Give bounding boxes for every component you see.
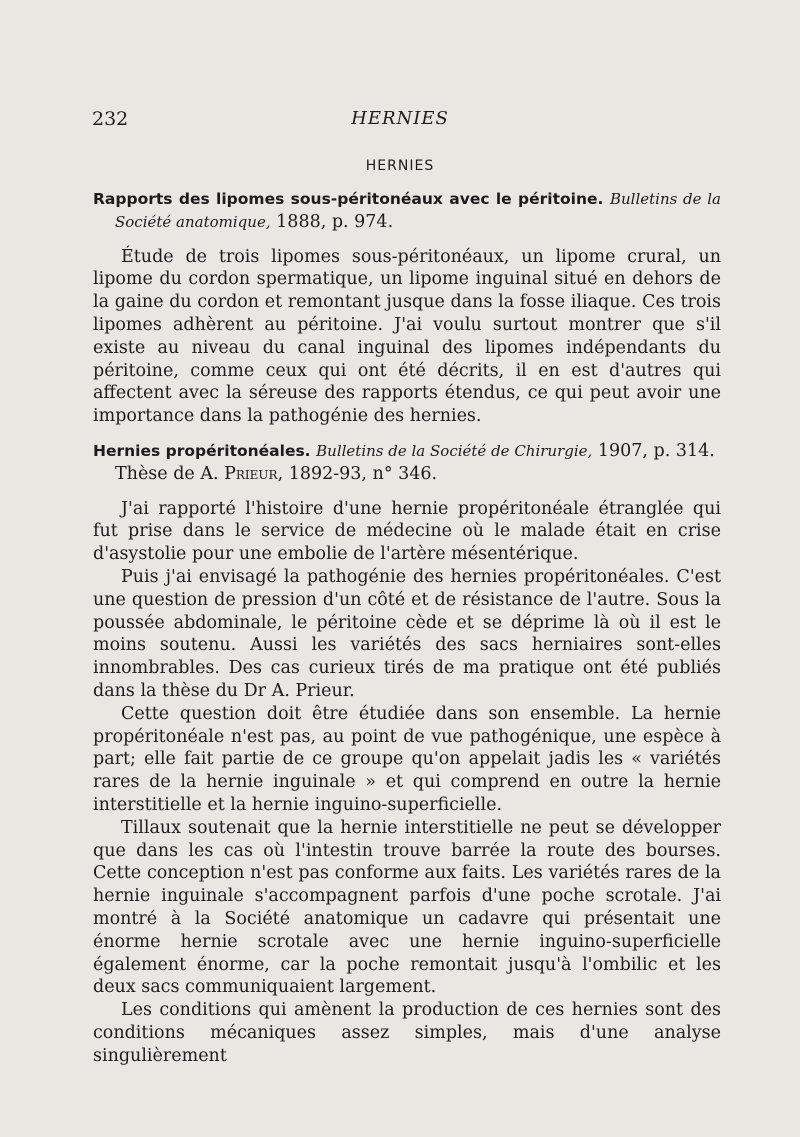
paragraph: J'ai rapporté l'histoire d'une hernie propéritonéale étranglée qui fut prise dans le service de médecine où le malade était en crise d'asystolie pour une embolie de l'artère mésentérique. <box>93 498 721 565</box>
section-heading: HERNIES <box>365 158 435 174</box>
journal-reference: Bulletins de la Société de Chirurgie, <box>316 441 593 460</box>
reference-details: 1888, p. 974. <box>276 211 394 232</box>
entry-citation <box>93 188 721 234</box>
running-head <box>0 108 800 132</box>
running-title: HERNIES <box>351 108 449 129</box>
paragraph: Étude de trois lipomes sous-péritonéaux, un lipome crural, un lipome du cordon spermatique, un lipome inguinal situé en dehors de la gaine du cordon et remontant jusque dans la fosse iliaque. Ces trois lipomes adhèrent au péritoine. J'ai voulu surtout montrer que s'il existe au niveau du canal inguinal des lipomes indépendants du péritoine, comme ceux qui ont été décrits, il en est d'autres qui affectent avec la séreuse des rapports étendus, ce qui peut avoir une importance dans la pathogénie des hernies. <box>93 246 721 427</box>
entry-title: Rapports des lipomes sous-péritonéaux avec le péritoine. <box>93 190 604 208</box>
entry-title: Hernies propéritonéales. <box>93 441 311 460</box>
thesis-prefix: Thèse de A. <box>115 463 219 484</box>
page-number: 232 <box>92 108 129 130</box>
paragraph: Tillaux soutenait que la hernie interstitielle ne peut se développer que dans les cas où l'intestin trouve barrée la route des bourses. Cette conception n'est pas conforme aux faits. Les variétés rares de la hernie inguinale s'accompagnent parfois d'une poche scrotale. J'ai montré à la Société anatomique un cadavre qui présentait une énorme hernie scrotale avec une hernie inguino-superficielle également énorme, car la poche remontait jusqu'à l'ombilic et les deux sacs communiquaient largement. <box>93 817 721 998</box>
paragraph: Puis j'ai envisagé la pathogénie des hernies propéritonéales. C'est une question de pression d'un côté et de résistance de l'autre. Sous la poussée abdominale, le péritoine cède et se déprime là où il est le moins soutenu. Aussi les variétés des sacs herniaires sont-elles innombrables. Des cas curieux tirés de ma pratique ont été publiés dans la thèse du Dr A. Prieur. <box>93 566 721 701</box>
thesis-details: , 1892-93, n° 346. <box>277 463 438 484</box>
thesis-author: Prieur <box>224 463 278 484</box>
entry-citation <box>93 440 721 486</box>
reference-details: 1907, p. 314. <box>597 440 715 461</box>
paragraph: Cette question doit être étudiée dans son ensemble. La hernie propéritonéale n'est pas, au point de vue pathogénique, une espèce à part; elle fait partie de ce groupe qu'on appelait jadis les « variétés rares de la hernie inguinale » et qui comprend en outre la hernie interstitielle et la hernie inguino-superficielle. <box>93 703 721 815</box>
journal-reference: Bulletins de la Société anatomique, <box>115 190 721 231</box>
page-body <box>93 188 721 1067</box>
paragraph: Les conditions qui amènent la production de ces hernies sont des conditions mécaniques assez simples, mais d'une analyse singulièrement <box>93 1000 721 1066</box>
